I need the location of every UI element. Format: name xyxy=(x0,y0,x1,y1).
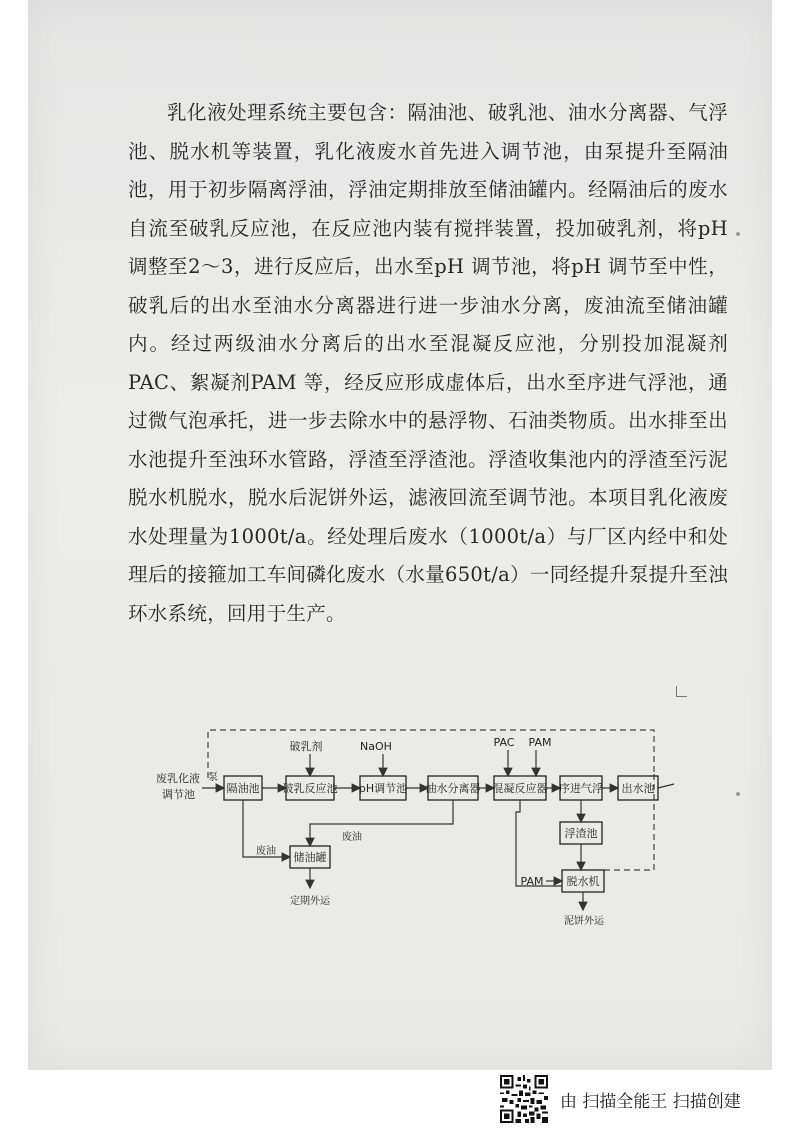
label-cake-transport: 泥饼外运 xyxy=(564,916,604,927)
label-demulsification-tank: 破乳反应池 xyxy=(282,782,338,795)
label-demulsifier: 破乳剂 xyxy=(289,740,323,753)
source-label-line2: 调节池 xyxy=(162,788,195,801)
label-pac: PAC xyxy=(493,736,515,749)
main-paragraph: 乳化液处理系统主要包含：隔油池、破乳池、油水分离器、气浮池、脱水机等装置，乳化液废水首先进入调节池，由泵提升至隔油池，用于初步隔离浮油，浮油定期排放至储油罐内。经隔油后的废水自流至破乳反应池，在反应池内装有搅拌装置，投加破乳剂，将pH 调整至2～3，进行反应后，出水至pH 调节池，将pH 调节至中性，破乳后的出水至油水分离器进行进一步油水分离，废油流至储油罐内。经过两级油水分离后的出水至混凝反应池，分别投加混凝剂PAC、絮凝剂PAM 等，经反应形成虚体后，出水至序进气浮池，通过微气泡承托，进一步去除水中的悬浮物、石油类物质。出水排至出水池提升至浊环水管路，浮渣至浮渣池。浮渣收集池内的浮渣至污泥脱水机脱水，脱水后泥饼外运，滤液回流至调节池。本项目乳化液废水处理量为1000t/a。经处理后废水（1000t/a）与厂区内经中和处理后的接箍加工车间磷化废水（水量650t/a）一同经提升泵提升至浊环水系统，回用于生产。 xyxy=(128,101,728,625)
label-pam-side: PAM xyxy=(520,875,544,888)
label-oil-separation-tank: 隔油池 xyxy=(226,782,260,795)
corner-mark xyxy=(676,686,687,697)
label-oil-tank: 储油罐 xyxy=(293,851,327,864)
label-coagulation-reactor: 混凝反应器 xyxy=(492,782,548,795)
label-ph-tank: pH调节池 xyxy=(358,782,408,795)
label-waste-oil-2: 废油 xyxy=(342,832,362,843)
label-pam-top: PAM xyxy=(528,736,552,749)
label-dewatering: 脱水机 xyxy=(566,875,600,888)
label-oil-transport: 定期外运 xyxy=(290,896,330,907)
reagent-arrows xyxy=(310,750,562,881)
qr-code-icon xyxy=(500,1075,548,1123)
label-outlet-tank: 出水池 xyxy=(621,782,655,795)
label-scum-tank: 浮渣池 xyxy=(564,827,598,840)
scan-speck xyxy=(736,792,740,796)
scanned-page xyxy=(28,0,772,1070)
outlet-arrow xyxy=(658,784,674,788)
scan-speck xyxy=(736,232,740,236)
scanner-credit: 由 扫描全能王 扫描创建 xyxy=(560,1092,741,1112)
label-waste-oil-1: 废油 xyxy=(256,846,276,857)
body-text xyxy=(128,94,728,633)
label-naoh: NaOH xyxy=(360,740,392,753)
label-oil-water-separator: 油水分离器 xyxy=(425,782,481,795)
process-flow-diagram xyxy=(156,712,696,942)
pump-label: 泵 xyxy=(208,772,218,783)
source-label-line1: 废乳化液 xyxy=(156,772,200,785)
label-flotation: 序进气浮 xyxy=(559,782,603,795)
